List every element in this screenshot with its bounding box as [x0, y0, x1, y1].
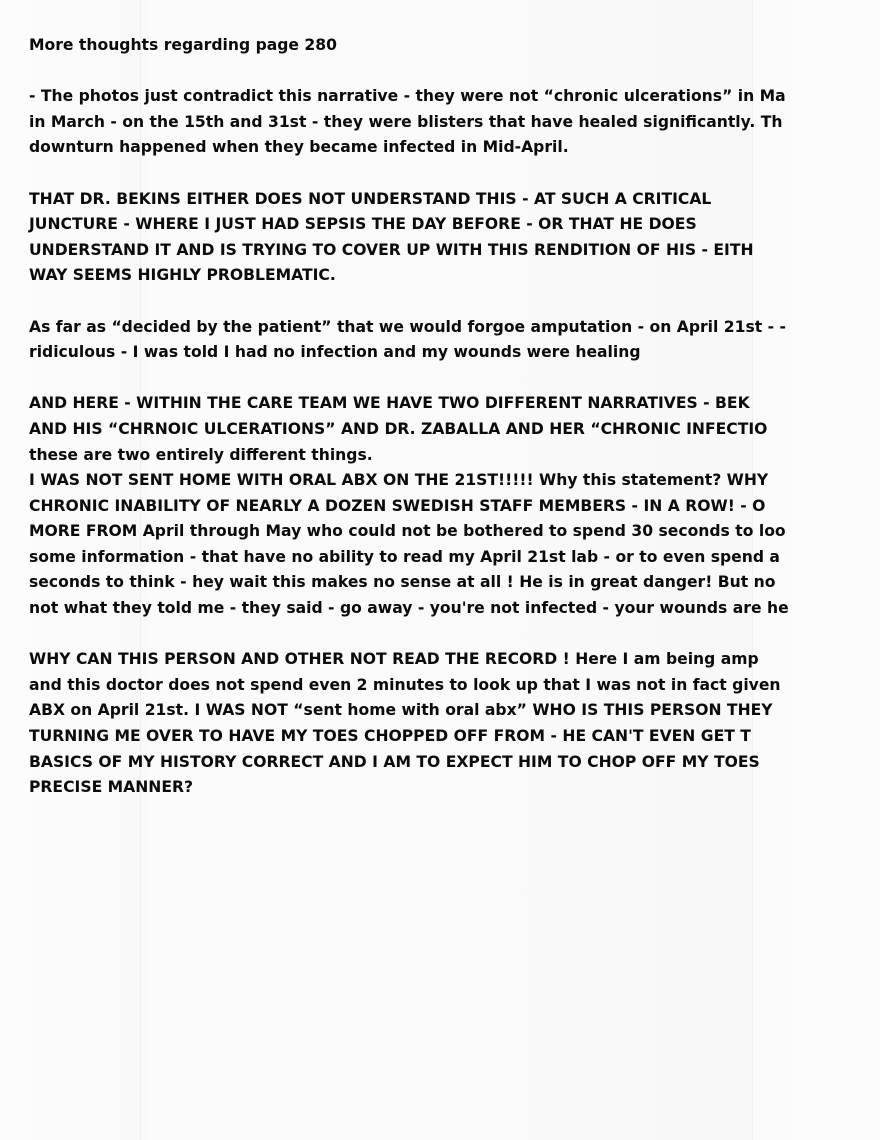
paragraph-gap: [29, 59, 789, 85]
paragraph-gap: [29, 161, 789, 187]
document-body: [29, 33, 789, 801]
text-line: PRECISE MANNER?: [29, 778, 194, 797]
text-line: ABX on April 21st. I WAS NOT “sent home with oral abx” WHO IS THIS PERSON THEY: [29, 701, 773, 720]
paragraph-gap: [29, 622, 789, 648]
text-line: CHRONIC INABILITY OF NEARLY A DOZEN SWEDISH STAFF MEMBERS - IN A ROW! - O: [29, 496, 766, 515]
text-line: AND HERE - WITHIN THE CARE TEAM WE HAVE TWO DIFFERENT NARRATIVES - BEK: [29, 394, 750, 413]
text-line: I WAS NOT SENT HOME WITH ORAL ABX ON THE 21ST!!!!! Why this statement? WHY: [29, 471, 769, 490]
text-line: downturn happened when they became infected in Mid-April.: [29, 138, 569, 157]
text-line: TURNING ME OVER TO HAVE MY TOES CHOPPED OFF FROM - HE CAN'T EVEN GET T: [29, 727, 751, 746]
paragraph-bekins: [29, 187, 789, 289]
text-line: not what they told me - they said - go away - you're not infected - your wounds are he: [29, 599, 789, 618]
text-line: AND HIS “CHRNOIC ULCERATIONS” AND DR. ZABALLA AND HER “CHRONIC INFECTIO: [29, 419, 768, 438]
text-line: - The photos just contradict this narrative - they were not “chronic ulcerations” in Ma: [29, 87, 786, 106]
paragraph-decided-by-patient: [29, 315, 789, 366]
text-line: THAT DR. BEKINS EITHER DOES NOT UNDERSTAND THIS - AT SUCH A CRITICAL: [29, 189, 712, 208]
text-line: and this doctor does not spend even 2 minutes to look up that I was not in fact given: [29, 675, 781, 694]
paragraph-gap: [29, 289, 789, 315]
page-heading: More thoughts regarding page 280: [29, 36, 337, 54]
text-line: JUNCTURE - WHERE I JUST HAD SEPSIS THE DAY BEFORE - OR THAT HE DOES: [29, 215, 697, 234]
text-line: these are two entirely different things.: [29, 445, 373, 464]
text-line: MORE FROM April through May who could not be bothered to spend 30 seconds to loo: [29, 522, 786, 541]
text-line: UNDERSTAND IT AND IS TRYING TO COVER UP WITH THIS RENDITION OF HIS - EITH: [29, 240, 754, 259]
text-line: WHY CAN THIS PERSON AND OTHER NOT READ THE RECORD ! Here I am being amp: [29, 650, 759, 669]
text-line: BASICS OF MY HISTORY CORRECT AND I AM TO EXPECT HIM TO CHOP OFF MY TOES: [29, 752, 760, 771]
paragraph-gap: [29, 366, 789, 392]
text-line: WAY SEEMS HIGHLY PROBLEMATIC.: [29, 266, 336, 285]
paragraph-photos: [29, 84, 789, 161]
paragraph-read-the-record: [29, 647, 789, 801]
paragraph-care-team: [29, 391, 789, 621]
text-line: seconds to think - hey wait this makes no sense at all ! He is in great danger! But no: [29, 573, 776, 592]
text-line: some information - that have no ability to read my April 21st lab - or to even spend a: [29, 547, 780, 566]
text-line: As far as “decided by the patient” that we would forgoe amputation - on April 21st - -: [29, 317, 787, 336]
text-line: in March - on the 15th and 31st - they were blisters that have healed significantly. Th: [29, 112, 783, 131]
text-line: ridiculous - I was told I had no infection and my wounds were healing: [29, 343, 641, 362]
